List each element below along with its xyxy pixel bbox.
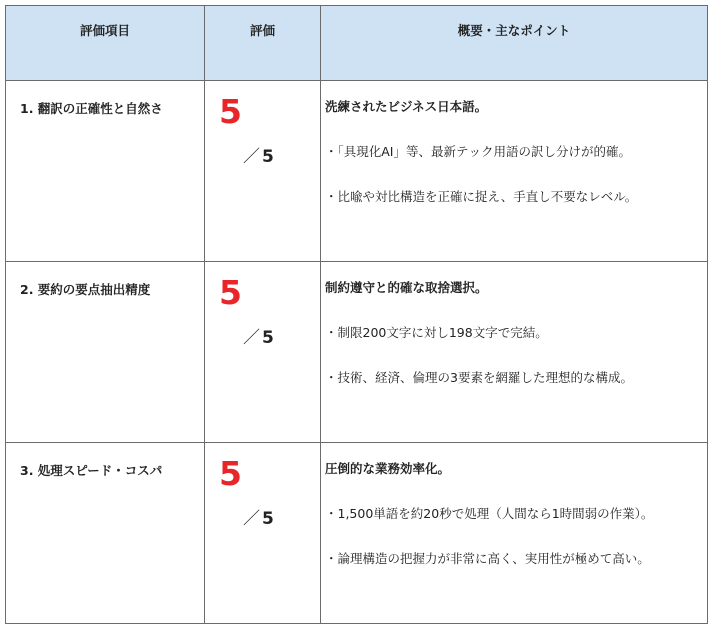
score-value: 5 — [219, 273, 242, 312]
slash-glyph: ／ — [243, 509, 260, 529]
summary-point: ・技術、経済、倫理の3要素を網羅した理想的な構成。 — [325, 370, 633, 385]
summary-point: ・1,500単語を約20秒で処理（人間なら1時間弱の作業）。 — [325, 506, 654, 521]
summary-title: 洗練されたビジネス日本語。 — [325, 99, 488, 114]
summary-point: ・比喩や対比構造を正確に捉え、手直し不要なレベル。 — [325, 189, 638, 204]
table-row — [6, 443, 708, 624]
summary-title: 制約遵守と的確な取捨選択。 — [325, 280, 488, 295]
score-max: 5 — [262, 328, 274, 348]
summary-cell — [321, 81, 708, 262]
score-cell — [205, 443, 321, 624]
slash-glyph: ／ — [243, 147, 260, 167]
summary-point: ・論理構造の把握力が非常に高く、実用性が極めて高い。 — [325, 551, 650, 566]
score-cell — [205, 262, 321, 443]
score-out-of — [243, 511, 274, 528]
score-max: 5 — [262, 147, 274, 167]
table-row — [6, 81, 708, 262]
summary-cell — [321, 262, 708, 443]
header-score: 評価 — [205, 6, 321, 81]
evaluation-table — [5, 5, 708, 624]
summary-point: ・制限200文字に対し198文字で完結。 — [325, 325, 548, 340]
header-item: 評価項目 — [6, 6, 205, 81]
slash-glyph: ／ — [243, 328, 260, 348]
summary-cell — [321, 443, 708, 624]
item-label: 3. 処理スピード・コスパ — [6, 443, 205, 624]
summary-point: ・「具現化AI」等、最新テック用語の訳し分けが的確。 — [325, 144, 631, 159]
header-summary: 概要・主なポイント — [321, 6, 708, 81]
score-out-of — [243, 149, 274, 166]
table-row — [6, 262, 708, 443]
item-label: 1. 翻訳の正確性と自然さ — [6, 81, 205, 262]
score-value: 5 — [219, 92, 242, 131]
score-value: 5 — [219, 454, 242, 493]
header-row — [6, 6, 708, 81]
summary-title: 圧倒的な業務効率化。 — [325, 461, 451, 476]
score-cell — [205, 81, 321, 262]
score-out-of — [243, 330, 274, 347]
item-label: 2. 要約の要点抽出精度 — [6, 262, 205, 443]
score-max: 5 — [262, 509, 274, 529]
